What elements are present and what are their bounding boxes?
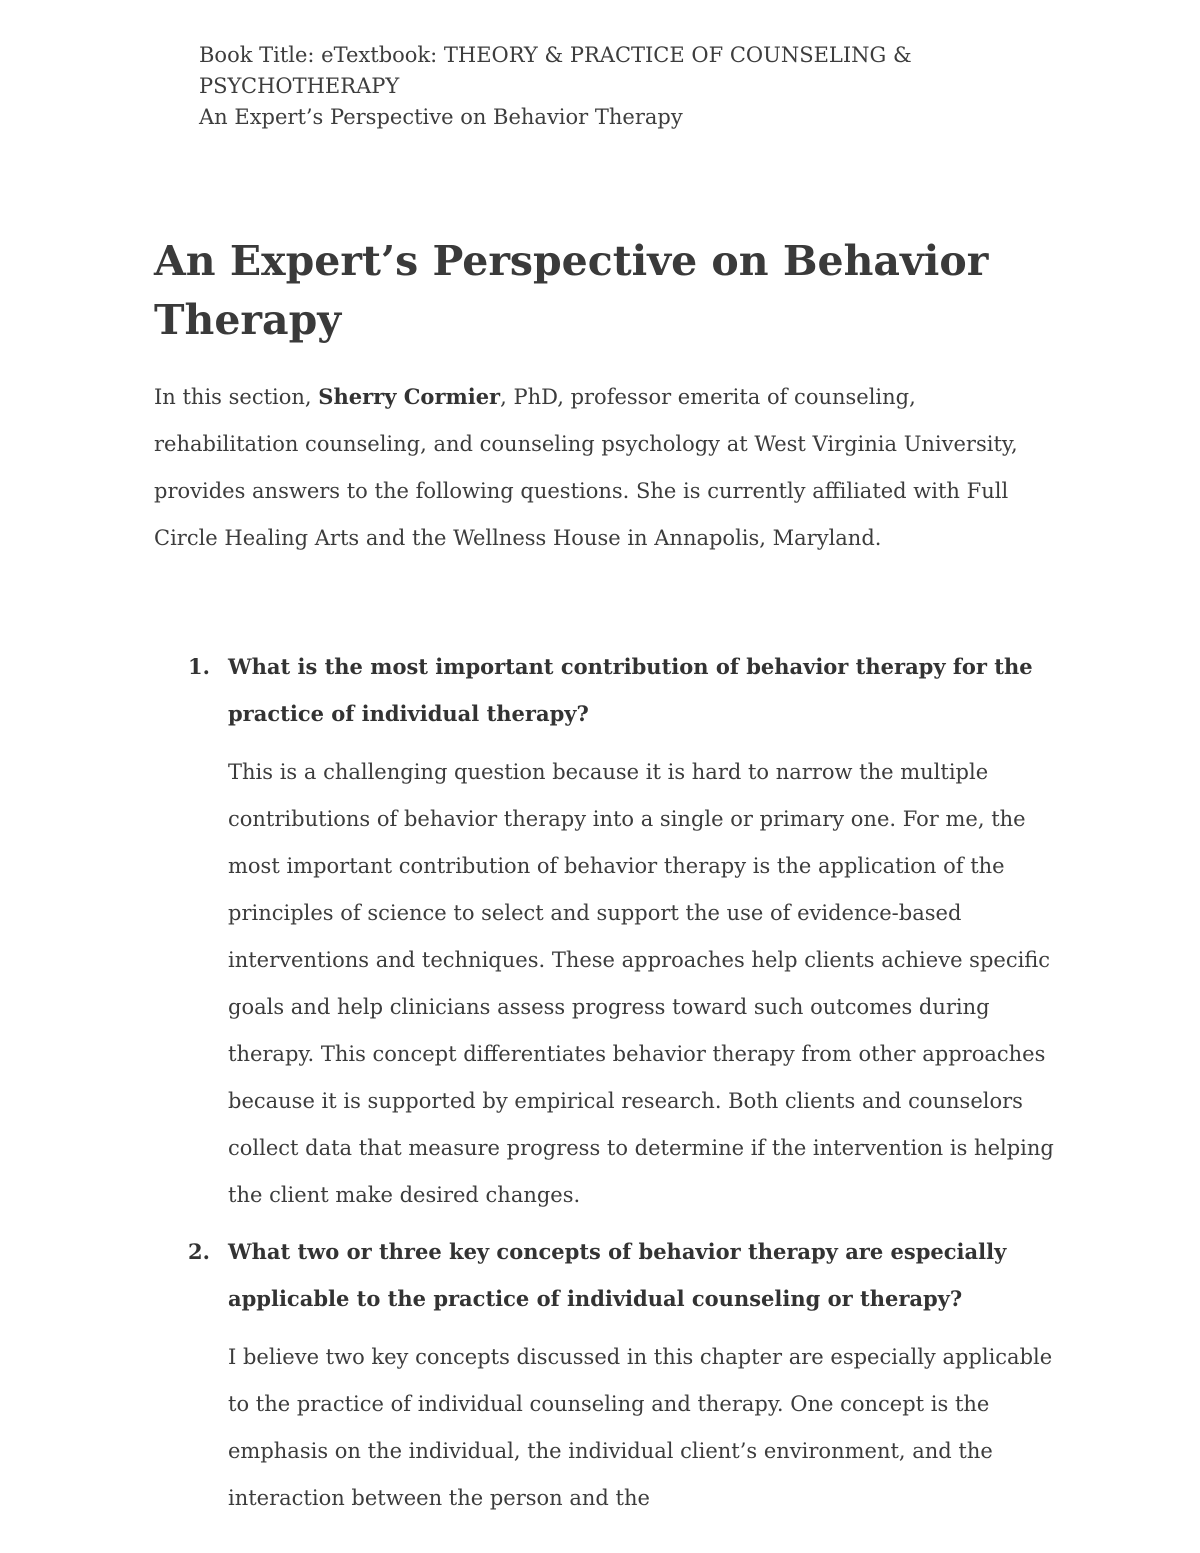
intro-paragraph bbox=[154, 373, 1034, 562]
book-title-line: Book Title: eTextbook: THEORY & PRACTICE OF COUNSELING & PSYCHOTHERAPY bbox=[199, 43, 912, 98]
question-text: What is the most important contribution of behavior therapy for the practice of individual therapy? bbox=[228, 654, 1033, 726]
answer-text: I believe two key concepts discussed in this chapter are especially applicable to the practice of individual counseling and therapy. One concept is the emphasis on the individual, the individual client’s environment, and the interaction between the person and the bbox=[228, 1345, 1053, 1510]
question-item-2 bbox=[154, 1228, 1054, 1522]
question-list bbox=[154, 643, 1054, 1531]
question-item-1 bbox=[154, 643, 1054, 1219]
question-number: 1. bbox=[188, 654, 210, 679]
expert-name: Sherry Cormier bbox=[318, 384, 501, 409]
question-text: What two or three key concepts of behavior therapy are especially applicable to the practice of individual counseling or therapy? bbox=[228, 1239, 1007, 1311]
intro-body-text: , PhD, professor emerita of counseling, rehabilitation counseling, and counseling psychology at West Virginia University, provides answers to the following questions. She is currently affiliated with Full Circle Healing Arts and the Wellness House in Annapolis, Maryland. bbox=[154, 385, 1018, 550]
document-header bbox=[199, 40, 959, 133]
page-title: An Expert’s Perspective on Behavior Therapy bbox=[154, 237, 989, 344]
answer-text: This is a challenging question because it is hard to narrow the multiple contributions of behavior therapy into a single or primary one. For me, the most important contribution of behavior therapy is the application of the principles of science to select and support the use of evidence-based interventions and techniques. These approaches help clients achieve specific goals and help clinicians assess progress toward such outcomes during therapy. This concept differentiates behavior therapy from other approaches because it is supported by empirical research. Both clients and counselors collect data that measure progress to determine if the intervention is helping the client make desired changes. bbox=[228, 760, 1054, 1207]
intro-lead-text: In this section, bbox=[154, 385, 319, 409]
section-line: An Expert’s Perspective on Behavior Therapy bbox=[199, 105, 683, 129]
question-number: 2. bbox=[188, 1239, 210, 1264]
